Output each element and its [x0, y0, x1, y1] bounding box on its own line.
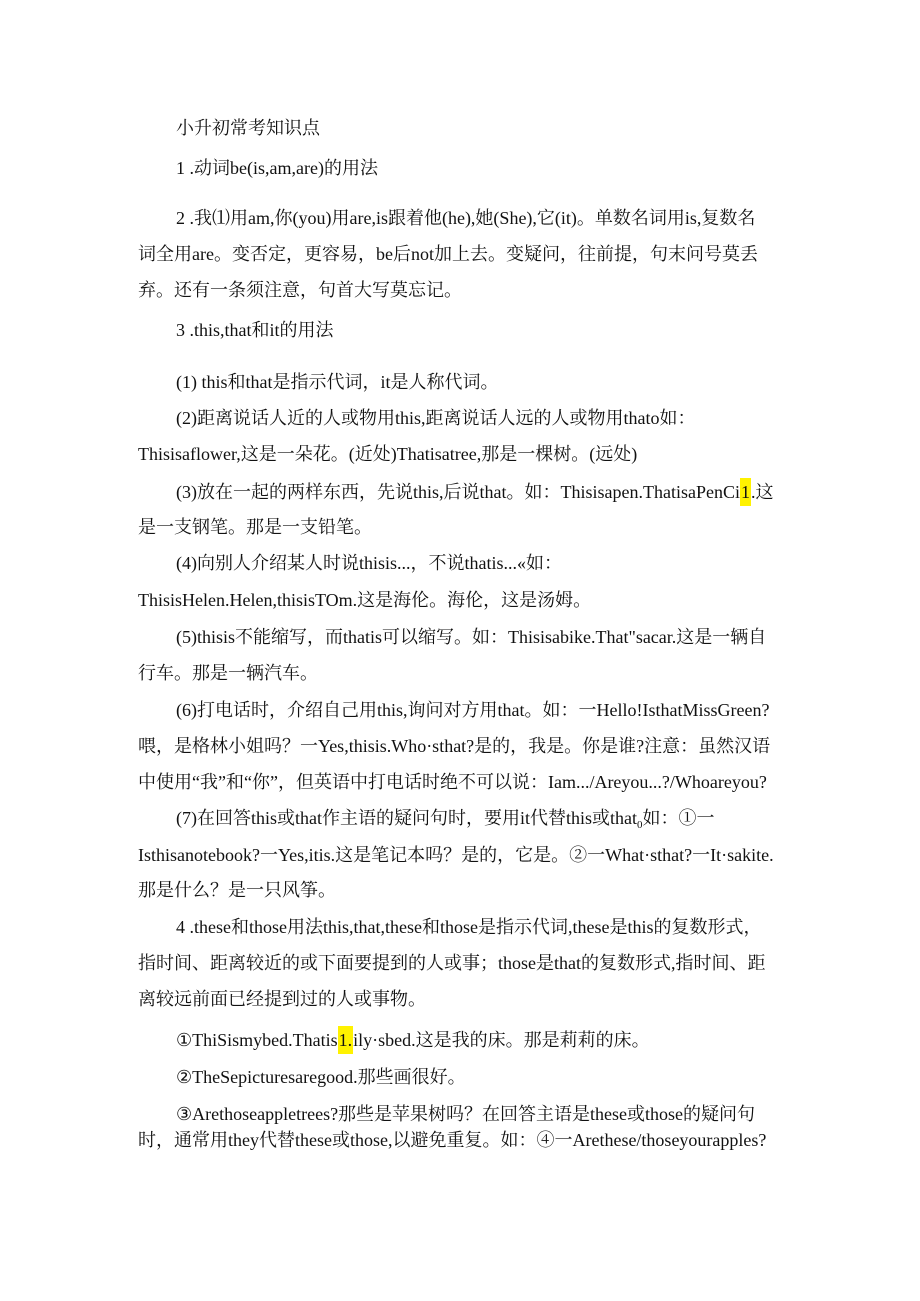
item-7-line: 那是什么？是一只风筝。	[138, 880, 336, 900]
item-2-line: Thisisaflower,这是一朵花。(近处)Thatisatree,那是一棵树。(远处)	[138, 444, 638, 464]
item-6-line: (6)打电话时，介绍自己用this,询问对方用that。如：一Hello!IsthatMissGreen?	[176, 700, 770, 720]
item-3-line	[176, 480, 773, 504]
highlight-mark: 1.	[338, 1026, 354, 1054]
item-7-line: Isthisanotebook?一Yes,itis.这是笔记本吗？是的，它是。②一What·sthat?一It·sakite.	[138, 845, 774, 865]
line-text: ily·sbed.这是我的床。那是莉莉的床。	[353, 1030, 650, 1050]
item-2-line: (2)距离说话人近的人或物用this,距离说话人远的人或物用thato如：	[176, 408, 696, 428]
item-1-line: (1) this和that是指示代词，it是人称代词。	[176, 372, 499, 392]
section-2-line: 词全用are。变否定，更容易，be后not加上去。变疑问，往前提，句末问号莫丢	[138, 244, 758, 264]
item-6-line: 中使用“我”和“你”，但英语中打电话时绝不可以说：Iam.../Areyou...?/Whoareyou?	[138, 772, 767, 792]
highlight-mark: 1	[740, 478, 751, 506]
page-title: 小升初常考知识点	[176, 118, 320, 138]
section-4-line: 指时间、距离较近的或下面要提到的人或事；those是that的复数形式,指时间、距	[138, 953, 766, 973]
item-4-line: (4)向别人介绍某人时说thisis...，不说thatis...«如：	[176, 553, 562, 573]
item-4-line: ThisisHelen.Helen,thisisTOm.这是海伦。海伦，这是汤姆。	[138, 590, 592, 610]
item-7-line	[176, 806, 715, 833]
item-5-line: (5)thisis不能缩写，而thatis可以缩写。如：Thisisabike.That"sacar.这是一辆自	[176, 627, 767, 647]
line-text: (7)在回答this或that作主语的疑问句时，要用it代替this或that	[176, 808, 637, 828]
example-1-line	[176, 1028, 650, 1052]
line-text: .这	[750, 482, 774, 502]
line-text: ①ThiSismybed.Thatis	[176, 1030, 338, 1050]
section-4-line: 4 .these和those用法this,that,these和those是指示代词,these是this的复数形式，	[176, 917, 762, 937]
item-6-line: 喂，是格林小姐吗？一Yes,thisis.Who·sthat?是的，我是。你是谁?注意：虽然汉语	[138, 736, 771, 756]
example-3-line: 时，通常用they代替these或those,以避免重复。如：④一Arethese/thoseyourapples?	[138, 1130, 767, 1150]
subscript-mark: 0	[637, 819, 643, 831]
section-1-heading: 1 .动词be(is,am,are)的用法	[176, 158, 378, 178]
line-text: (3)放在一起的两样东西，先说this,后说that。如：Thisisapen.ThatisaPenCi	[176, 482, 740, 502]
section-4-line: 离较远前面已经提到过的人或事物。	[138, 989, 426, 1009]
item-3-line: 是一支钢笔。那是一支铅笔。	[138, 517, 372, 537]
line-text: 如：①一	[642, 808, 715, 828]
section-2-line: 2 .我⑴用am,你(you)用are,is跟着他(he),她(She),它(it)。单数名词用is,复数名	[176, 208, 756, 228]
section-3-heading: 3 .this,that和it的用法	[176, 320, 334, 340]
example-3-line: ③Arethoseappletrees?那些是苹果树吗？在回答主语是these或those的疑问句	[176, 1104, 756, 1124]
section-2-line: 弃。还有一条须注意，句首大写莫忘记。	[138, 280, 462, 300]
example-2-line: ②TheSepicturesaregood.那些画很好。	[176, 1067, 466, 1087]
item-5-line: 行车。那是一辆汽车。	[138, 663, 318, 683]
